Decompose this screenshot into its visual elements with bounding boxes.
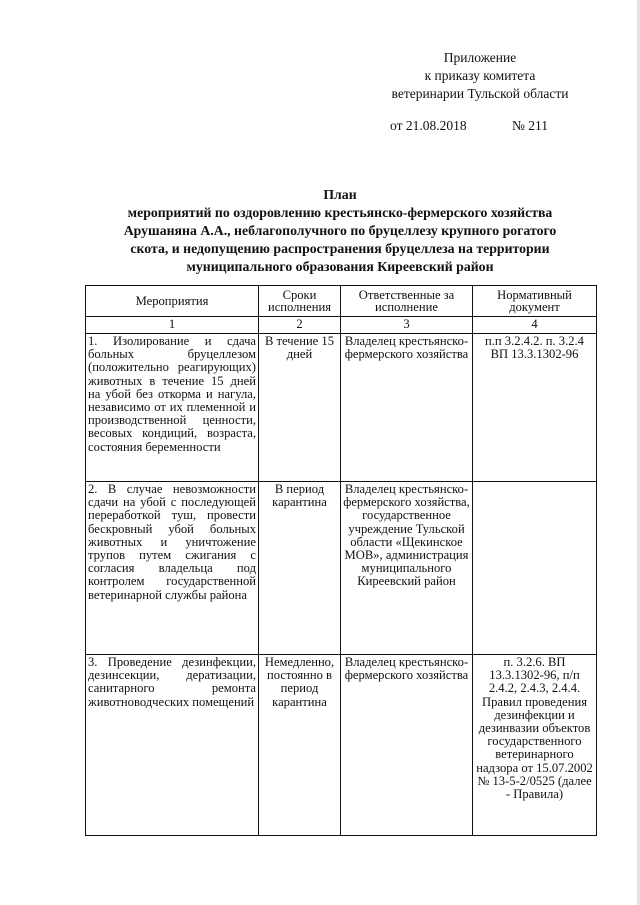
appendix-line-1: Приложение <box>443 50 517 65</box>
column-number: 1 <box>86 317 259 334</box>
table-row <box>86 334 597 482</box>
term-cell: Немедленно, постоянно в период карантина <box>259 655 341 836</box>
header-measures: Мероприятия <box>86 286 259 317</box>
document-cell: п. 3.2.6. ВП 13.3.1302-96, п/п 2.4.2, 2.4.3, 2.4.4. Правил проведения дезинфекции и дезинвазии объектов государственного ветеринарного надзора от 15.07.2002 № 13-5-2/0525 (далее - Правила) <box>473 655 597 836</box>
responsible-cell: Владелец крестьянско-фермерского хозяйства <box>341 655 473 836</box>
column-number: 4 <box>473 317 597 334</box>
appendix-block <box>365 49 595 103</box>
header-terms: Сроки исполнения <box>259 286 341 317</box>
table-number-row <box>86 317 597 334</box>
column-number: 3 <box>341 317 473 334</box>
appendix-line-3: ветеринарии Тульской области <box>391 86 569 101</box>
title-line-4: скота, и недопущению распространения бруцеллеза на территории <box>130 241 550 256</box>
document-cell: п.п 3.2.4.2. п. 3.2.4 ВП 13.3.1302-96 <box>473 334 597 482</box>
term-cell: В течение 15 дней <box>259 334 341 482</box>
header-responsible: Ответственные за исполнение <box>341 286 473 317</box>
column-number: 2 <box>259 317 341 334</box>
table-row <box>86 655 597 836</box>
plan-table <box>85 285 597 836</box>
title-line-3: Арушаняна А.А., неблагополучного по бруцеллезу крупного рогатого <box>123 223 557 238</box>
order-date: от 21.08.2018 <box>390 118 467 133</box>
title-line-2: мероприятий по оздоровлению крестьянско-фермерского хозяйства <box>127 205 553 220</box>
appendix-line-2: к приказу комитета <box>424 68 536 83</box>
title-line-5: муниципального образования Киреевский район <box>186 259 494 274</box>
measure-cell: 1. Изолирование и сдача больных бруцеллезом (положительно реагирующих) животных в течение 15 дней на убой без откорма и нагула, независимо от их племенной и производственной ценности, весовых кондиций, возраста, состояния беременности <box>86 334 259 482</box>
measure-cell: 2. В случае невозможности сдачи на убой с последующей переработкой туш, провести бескровный убой больных животных и уничтожение трупов путем сжигания с согласия владельца под контролем государственной ветеринарной службы района <box>86 482 259 655</box>
measure-cell: 3. Проведение дезинфекции, дезинсекции, дератизации, санитарного ремонта животноводческих помещений <box>86 655 259 836</box>
table-header-row <box>86 286 597 317</box>
document-cell <box>473 482 597 655</box>
responsible-cell: Владелец крестьянско-фермерского хозяйства <box>341 334 473 482</box>
document-title <box>60 186 620 276</box>
responsible-cell: Владелец крестьянско-фермерского хозяйства, государственное учреждение Тульской области «Щекинское МОВ», администрация муниципального Киреевский район <box>341 482 473 655</box>
term-cell: В период карантина <box>259 482 341 655</box>
table-row <box>86 482 597 655</box>
header-document: Нормативный документ <box>473 286 597 317</box>
order-number: № 211 <box>512 118 549 133</box>
order-reference <box>390 118 549 134</box>
title-line-1: План <box>323 187 357 202</box>
